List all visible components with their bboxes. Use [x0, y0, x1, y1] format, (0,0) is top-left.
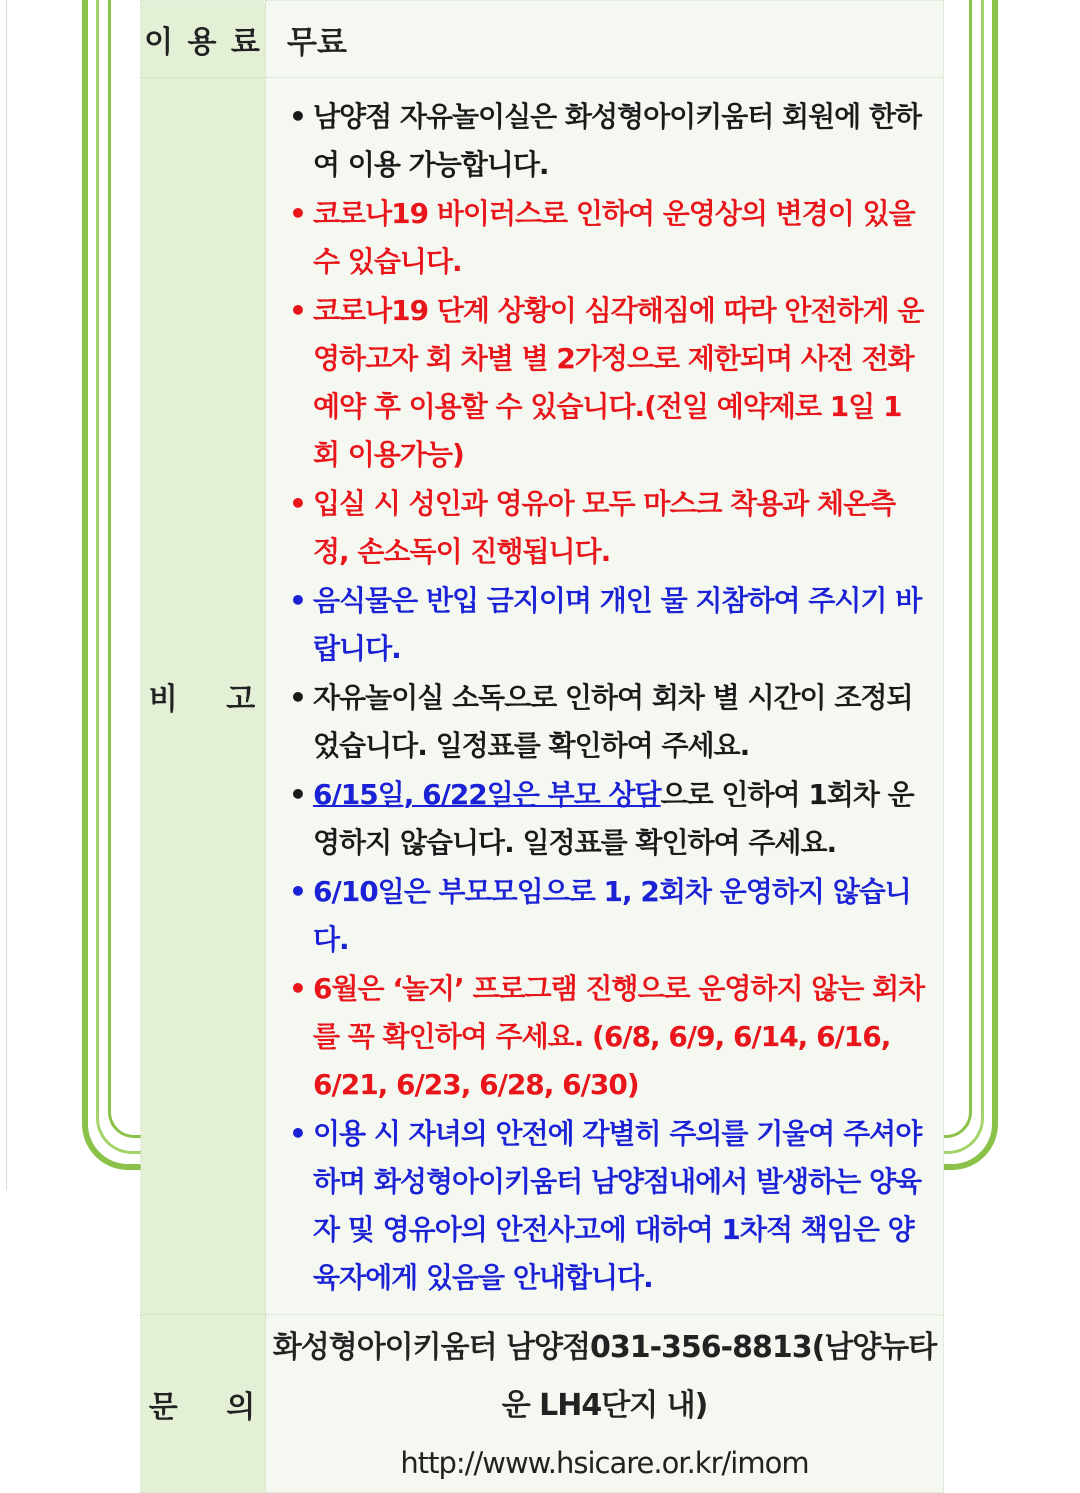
contact-cell — [266, 1315, 944, 1493]
contact-info: 화성형아이키움터 남양점031-356-8813(남양뉴타운 LH4단지 내) — [272, 1330, 937, 1423]
website-link[interactable]: http://www.hsicare.or.kr/imom — [400, 1446, 809, 1480]
note-item — [287, 190, 926, 286]
note-item — [287, 480, 926, 576]
note-item — [287, 93, 926, 189]
notes-label: 비 고 — [141, 78, 266, 1315]
bullet-icon: • — [289, 972, 306, 1005]
note-text: 이용 시 자녀의 안전에 각별히 주의를 기울여 주셔야 하며 화성형아이키움터 남양점내에서 발생하는 양육자 및 영유아의 안전사고에 대하여 1차적 책임은 양육자에게 있음을 안내합니다. — [313, 1117, 922, 1294]
note-text: 6/10일은 부모모임으로 1, 2회차 운영하지 않습니다. — [313, 875, 911, 956]
notes-cell — [266, 78, 944, 1315]
notes-row — [141, 78, 944, 1315]
fee-row — [141, 1, 944, 78]
note-text: 입실 시 성인과 영유아 모두 마스크 착용과 체온측정, 손소독이 진행됩니다. — [313, 487, 896, 568]
bullet-icon: • — [289, 875, 306, 908]
note-text: 으로 인하여 1회차 운영하지 않습니다. 일정표를 확인하여 주세요. — [313, 778, 914, 859]
bullet-icon: • — [289, 487, 306, 520]
note-item — [287, 577, 926, 673]
note-text: 코로나19 단계 상황이 심각해짐에 따라 안전하게 운영하고자 회 차별 별 2가정으로 제한되며 사전 전화 예약 후 이용할 수 있습니다.(전일 예약제로 1일 1회 이용가능) — [313, 294, 924, 471]
bullet-icon: • — [289, 1117, 306, 1150]
contact-row — [141, 1315, 944, 1493]
note-text: 6월은 ‘놀지’ 프로그램 진행으로 운영하지 않는 회차를 꼭 확인하여 주세요. (6/8, 6/9, 6/14, 6/16, 6/21, 6/23, 6/28, 6/30) — [313, 972, 925, 1101]
bullet-icon: • — [289, 584, 306, 617]
contact-label: 문 의 — [141, 1315, 266, 1493]
note-text: 자유놀이실 소독으로 인하여 회차 별 시간이 조정되었습니다. 일정표를 확인하여 주세요. — [313, 681, 913, 762]
note-text: 코로나19 바이러스로 인하여 운영상의 변경이 있을 수 있습니다. — [313, 197, 915, 278]
note-item — [287, 868, 926, 964]
note-item — [287, 771, 926, 867]
note-item — [287, 287, 926, 479]
edge-divider — [6, 0, 7, 1190]
bullet-icon: • — [289, 778, 306, 811]
bullet-icon: • — [289, 100, 306, 133]
notes-list — [267, 79, 942, 1313]
note-item — [287, 674, 926, 770]
note-text: 음식물은 반입 금지이며 개인 물 지참하여 주시기 바랍니다. — [313, 584, 922, 665]
note-text: 남양점 자유놀이실은 화성형아이키움터 회원에 한하여 이용 가능합니다. — [313, 100, 922, 181]
fee-value: 무료 — [287, 24, 347, 61]
fee-label: 이 용 료 — [141, 1, 266, 78]
info-table — [140, 0, 944, 1493]
bullet-icon: • — [289, 681, 306, 714]
note-item — [287, 1110, 926, 1302]
note-item — [287, 965, 926, 1109]
note-underlined-text: 6/15일, 6/22일은 부모 상담 — [313, 778, 661, 811]
fee-cell — [266, 1, 944, 78]
bullet-icon: • — [289, 197, 306, 230]
bullet-icon: • — [289, 294, 306, 327]
